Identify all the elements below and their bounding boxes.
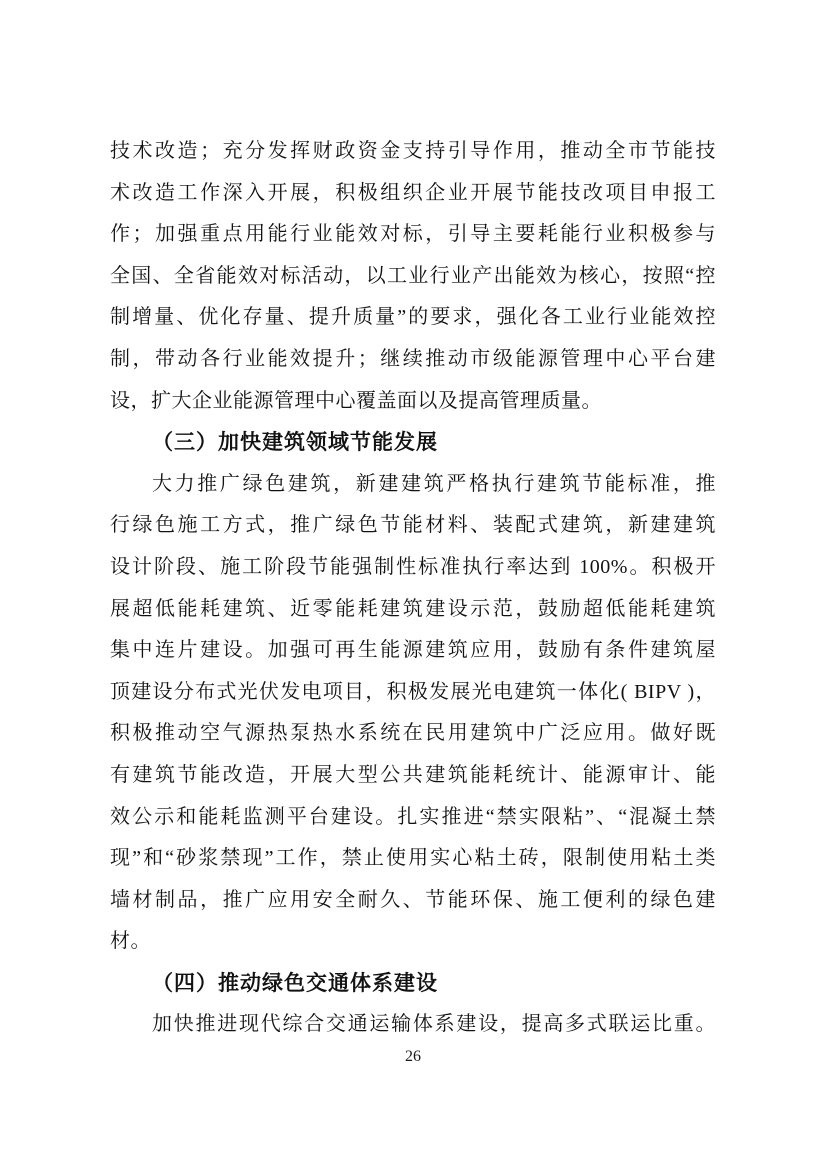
section-heading: （四）推动绿色交通体系建设	[152, 970, 438, 995]
text-line: 顶建设分布式光伏发电项目，积极发展光电建筑一体化( BIPV )，	[110, 680, 716, 703]
text-line: 积极推动空气源热泵热水系统在民用建筑中广泛应用。做好既	[110, 722, 716, 745]
text-line: 有建筑节能改造，开展大型公共建筑能耗统计、能源审计、能	[110, 763, 716, 786]
text-line: 技术改造；充分发挥财政资金支持引导作用，推动全市节能技	[110, 140, 716, 162]
text-line: 设计阶段、施工阶段节能强制性标准执行率达到 100%。积极开	[110, 555, 716, 578]
text-line: 设，扩大企业能源管理中心覆盖面以及提高管理质量。	[110, 389, 602, 412]
text-line: 现”和“砂浆禁现”工作，禁止使用实心粘土砖，限制使用粘土类	[110, 847, 716, 870]
text-line: 作；加强重点用能行业能效对标，引导主要耗能行业积极参与	[110, 223, 716, 246]
text-line: 制增量、优化存量、提升质量”的要求，强化各工业行业能效控	[110, 306, 716, 329]
text-line: 术改造工作深入开展，积极组织企业开展节能技改项目申报工	[110, 181, 716, 204]
document-body	[110, 131, 716, 1046]
text-line: 集中连片建设。加强可再生能源建筑应用，鼓励有条件建筑屋	[110, 639, 716, 662]
text-line: 展超低能耗建筑、近零能耗建筑建设示范，鼓励超低能耗建筑	[110, 597, 716, 620]
text-line: 墙材制品，推广应用安全耐久、节能环保、施工便利的绿色建	[110, 888, 716, 911]
text-line: 加快推进现代综合交通运输体系建设，提高多式联运比重。	[152, 1013, 716, 1036]
section-heading: （三）加快建筑领域节能发展	[152, 430, 438, 455]
text-line: 大力推广绿色建筑，新建建筑严格执行建筑节能标准，推	[152, 472, 716, 495]
text-line: 全国、全省能效对标活动，以工业行业产出能效为核心，按照“控	[110, 264, 716, 287]
text-line: 材。	[110, 930, 151, 953]
text-line: 行绿色施工方式，推广绿色节能材料、装配式建筑，新建建筑	[110, 514, 716, 537]
text-line: 制，带动各行业能效提升；继续推动市级能源管理中心平台建	[110, 347, 716, 370]
page-number: 26	[405, 1048, 421, 1065]
text-line: 效公示和能耗监测平台建设。扎实推进“禁实限粘”、“混凝土禁	[110, 805, 716, 828]
